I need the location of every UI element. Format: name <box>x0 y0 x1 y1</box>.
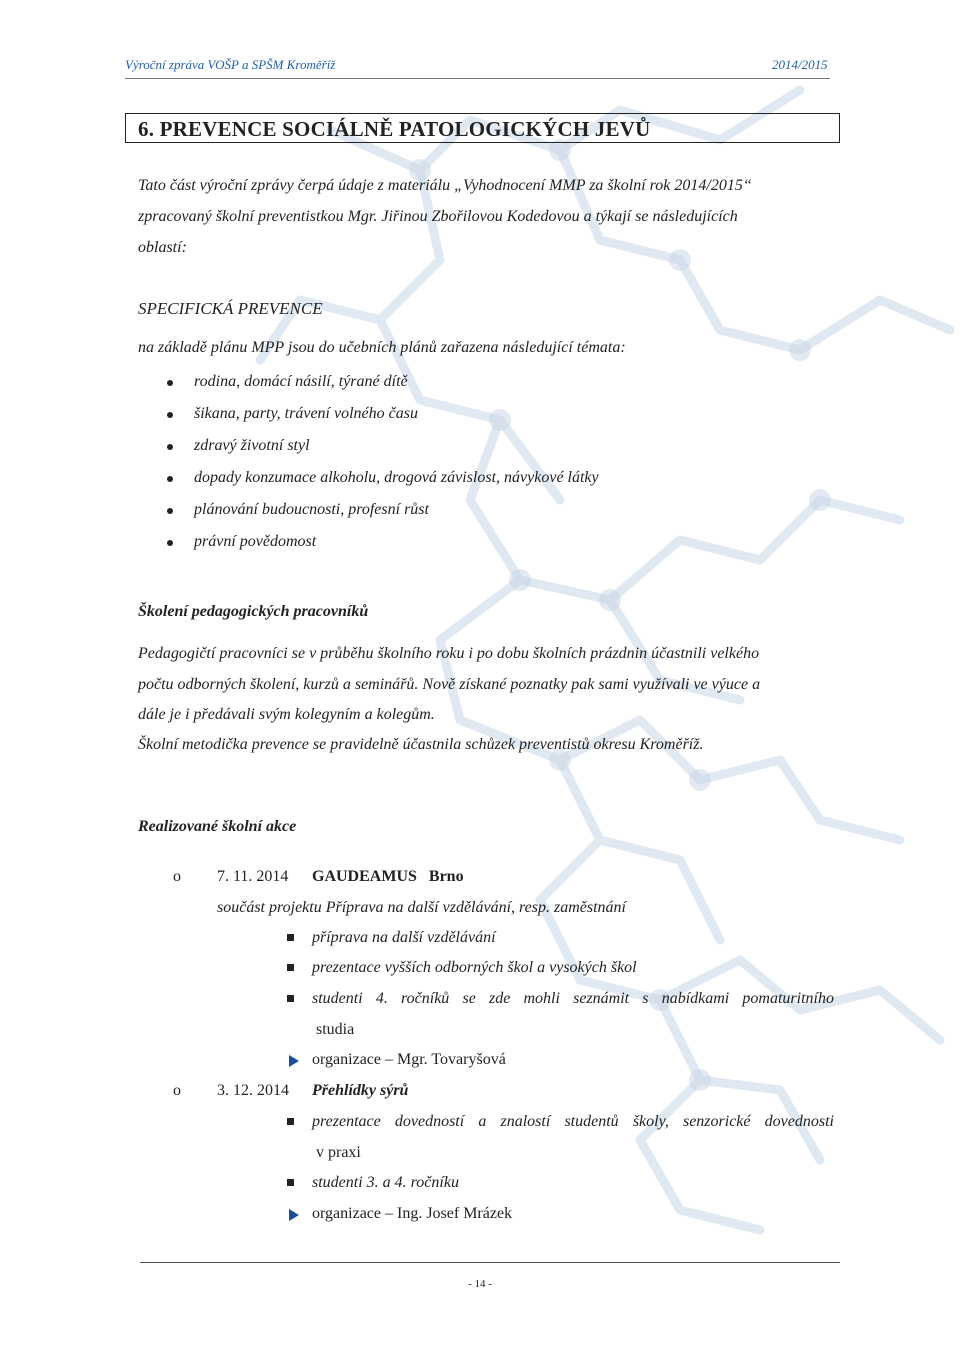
events-heading: Realizované školní akce <box>138 818 297 835</box>
bullet-square <box>287 934 294 941</box>
event-bullet-continuation: studia <box>316 1021 355 1038</box>
bullet-square <box>287 1118 294 1125</box>
training-line-4: Školní metodička prevence se pravidelně účastnila schůzek preventistů okresu Kroměříž. <box>138 736 704 753</box>
bullet-square <box>287 1179 294 1186</box>
bullet-dot <box>167 508 173 514</box>
page-number: - 14 - <box>468 1278 492 1290</box>
specific-lead: na základě plánu MPP jsou do učebních plánů zařazena následující témata: <box>138 339 626 356</box>
intro-line-1: Tato část výroční zprávy čerpá údaje z materiálu „Vyhodnocení MMP za školní rok 2014/2015“ <box>138 177 752 194</box>
header-title: Výroční zpráva VOŠP a SPŠM Kroměříž <box>125 57 336 72</box>
header-year: 2014/2015 <box>772 57 828 72</box>
section-title: 6. PREVENCE SOCIÁLNĚ PATOLOGICKÝCH JEVŮ <box>138 117 651 141</box>
bullet-square <box>287 995 294 1002</box>
topic-item: dopady konzumace alkoholu, drogová závislost, návykové látky <box>194 469 599 486</box>
event-bullet: prezentace vyšších odborných škol a vysokých škol <box>312 959 637 976</box>
event-organizer: organizace – Mgr. Tovaryšová <box>312 1051 506 1068</box>
training-heading: Školení pedagogických pracovníků <box>138 603 369 620</box>
arrow-bullet-icon <box>289 1209 299 1221</box>
event-bullet-continuation: v praxi <box>316 1144 361 1161</box>
topic-item: rodina, domácí násilí, týrané dítě <box>194 373 408 390</box>
bullet-dot <box>167 476 173 482</box>
topic-item: plánování budoucnosti, profesní růst <box>194 501 429 518</box>
event-bullet: studenti 3. a 4. ročníku <box>312 1174 459 1191</box>
event-marker: o <box>173 1082 181 1099</box>
bullet-dot <box>167 380 173 386</box>
bullet-dot <box>167 444 173 450</box>
event-name: Přehlídky sýrů <box>312 1082 409 1099</box>
event-date: 3. 12. 2014 <box>217 1082 289 1099</box>
topic-item: zdravý životní styl <box>194 437 310 454</box>
event-organizer: organizace – Ing. Josef Mrázek <box>312 1205 513 1222</box>
event-bullet: prezentace dovedností a znalostí studentů školy, senzorické dovednosti <box>312 1113 834 1130</box>
training-line-3: dále je i předávali svým kolegyním a kolegům. <box>138 706 435 723</box>
event-marker: o <box>173 868 181 885</box>
bullet-square <box>287 964 294 971</box>
intro-line-2: zpracovaný školní preventistkou Mgr. Jiřinou Zbořilovou Kodedovou a týkají se následujících <box>138 208 738 225</box>
bullet-dot <box>167 412 173 418</box>
footer-rule <box>140 1262 840 1263</box>
specific-heading: SPECIFICKÁ PREVENCE <box>138 299 323 318</box>
arrow-bullet-icon <box>289 1055 299 1067</box>
event-bullet: studenti 4. ročníků se zde mohli seznámit s nabídkami pomaturitního <box>312 990 834 1007</box>
topic-item: šikana, party, trávení volného času <box>194 405 418 422</box>
training-line-1: Pedagogičtí pracovníci se v průběhu školního roku i po dobu školních prázdnin účastnili velkého <box>138 645 760 662</box>
bullet-dot <box>167 540 173 546</box>
training-line-2: počtu odborných školení, kurzů a seminářů. Nově získané poznatky pak sami využívali ve výuce a <box>138 676 761 693</box>
event-bullet: příprava na další vzdělávání <box>312 929 496 946</box>
event-description: součást projektu Příprava na další vzdělávání, resp. zaměstnání <box>217 899 626 916</box>
event-name: GAUDEAMUS Brno <box>312 868 464 885</box>
header-rule <box>125 78 830 79</box>
topic-item: právní povědomost <box>194 533 317 550</box>
intro-line-3: oblastí: <box>138 239 187 256</box>
event-date: 7. 11. 2014 <box>217 868 289 885</box>
